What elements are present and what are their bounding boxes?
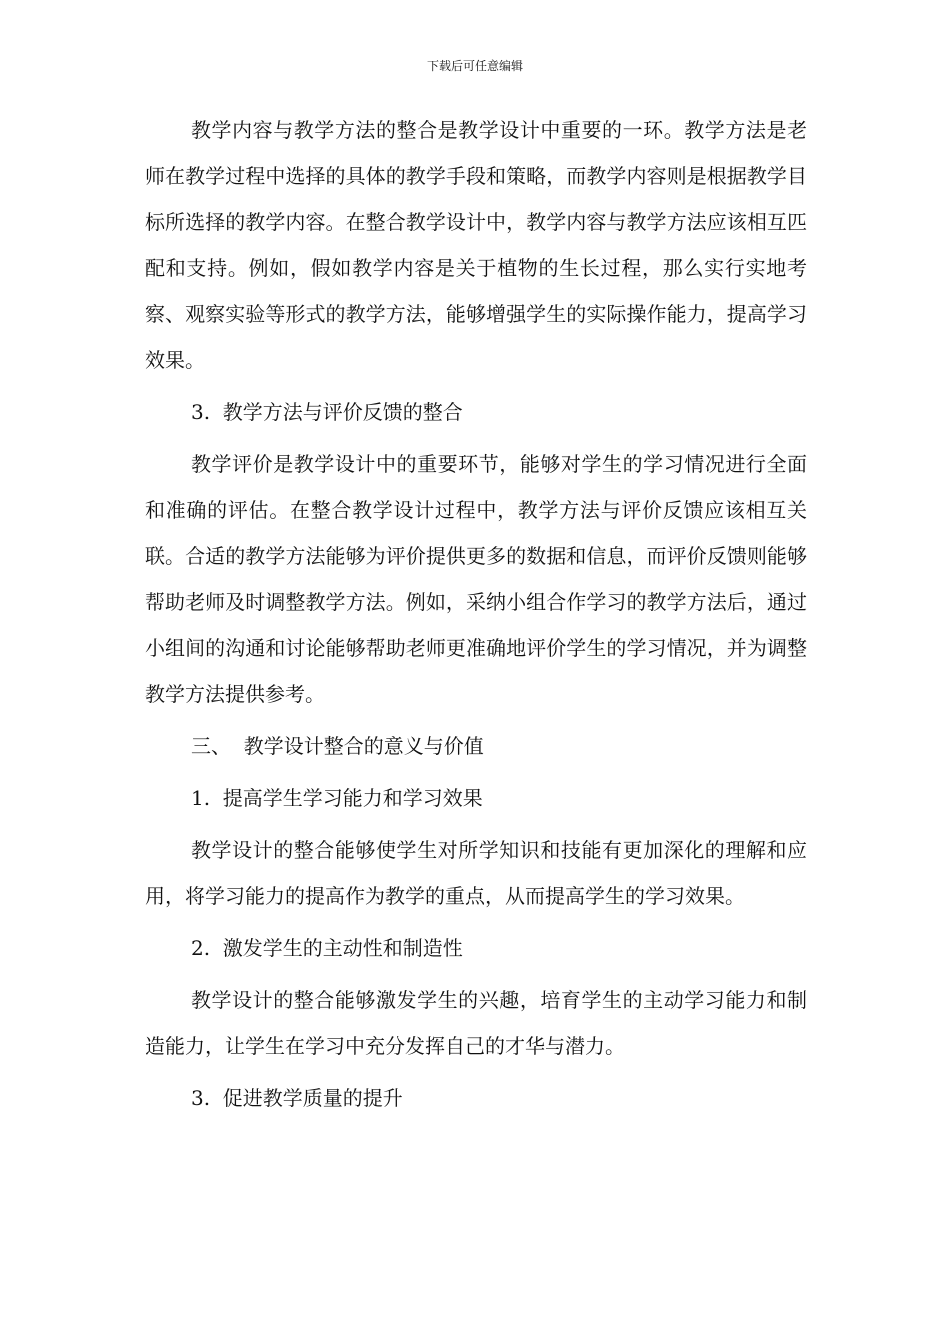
section-heading-learning-ability: 1. 提高学生学习能力和学习效果	[191, 786, 483, 810]
section-heading-quality: 3. 促进教学质量的提升	[191, 1086, 403, 1110]
section-heading-method-evaluation: 3. 教学方法与评价反馈的整合	[191, 400, 463, 424]
section-heading-initiative: 2. 激发学生的主动性和制造性	[191, 936, 463, 960]
chapter-heading-significance: 三、 教学设计整合的意义与价值	[191, 734, 484, 758]
paragraph-evaluation: 教学评价是教学设计中的重要环节，能够对学生的学习情况进行全面和准确的评估。在整合教学设计过程中，教学方法与评价反馈应该相互关联。合适的教学方法能够为评价提供更多的数据和信息，而评价反馈则能够帮助老师及时调整教学方法。例如，采纳小组合作学习的教学方法后，通过小组间的沟通和讨论能够帮助老师更准确地评价学生的学习情况，并为调整教学方法提供参考。	[145, 452, 807, 706]
page-header: 下载后可任意编辑	[426, 59, 523, 73]
paragraph-initiative: 教学设计的整合能够激发学生的兴趣，培育学生的主动学习能力和制造能力，让学生在学习中充分发挥自己的才华与潜力。	[145, 988, 807, 1058]
paragraph-learning-ability: 教学设计的整合能够使学生对所学知识和技能有更加深化的理解和应用，将学习能力的提高作为教学的重点，从而提高学生的学习效果。	[145, 838, 807, 908]
paragraph-content-method-integration: 教学内容与教学方法的整合是教学设计中重要的一环。教学方法是老师在教学过程中选择的具体的教学手段和策略，而教学内容则是根据教学目标所选择的教学内容。在整合教学设计中，教学内容与教学方法应该相互匹配和支持。例如，假如教学内容是关于植物的生长过程，那么实行实地考察、观察实验等形式的教学方法，能够增强学生的实际操作能力，提高学习效果。	[145, 118, 807, 372]
document-body	[145, 107, 807, 1127]
